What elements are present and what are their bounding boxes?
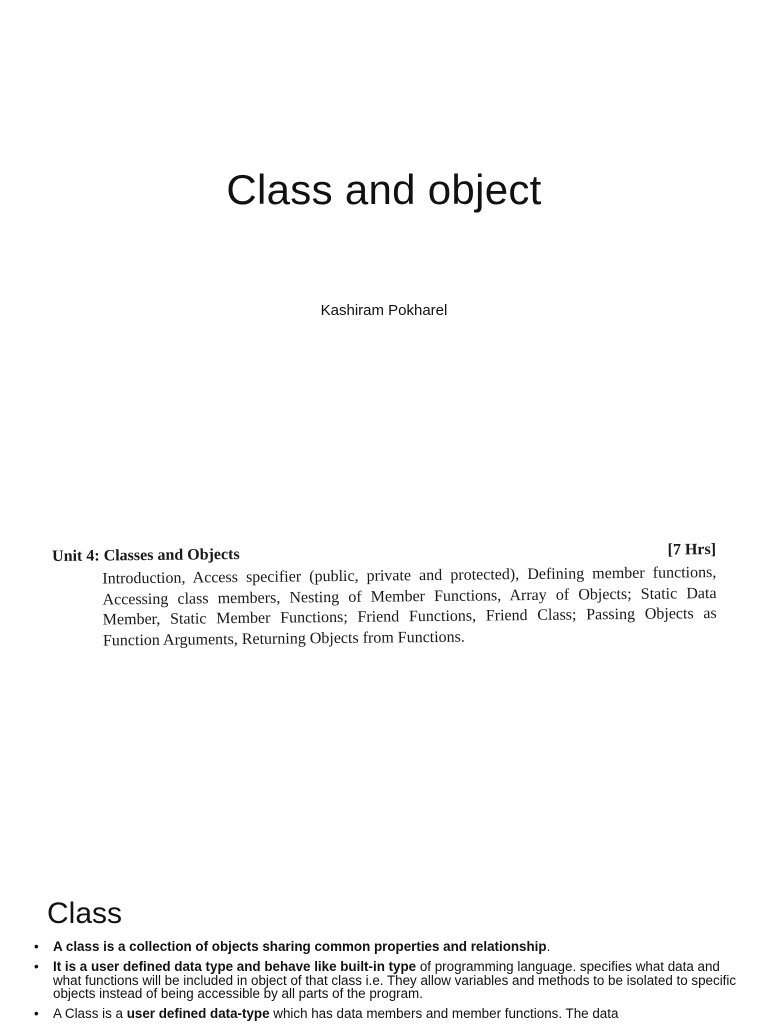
slide-author: Kashiram Pokharel: [320, 302, 448, 319]
bullet-icon: •: [34, 1006, 39, 1022]
bullet-text: A Class is a: [53, 1006, 127, 1022]
section-heading: Class: [47, 897, 123, 930]
syllabus-unit: Unit 4: Classes and Objects: [52, 546, 240, 565]
bullet-text: of programming language. specifies what data and what functions will be included in object of that class i.e. They allow variables and methods to be isolated to specific objects instead of being accessible by all parts of the program.: [53, 958, 737, 1002]
slide-title: Class and object: [226, 166, 542, 213]
bullet-icon: •: [34, 939, 39, 954]
syllabus-hours: [7 Hrs]: [667, 541, 717, 559]
bullet-bold-text: user defined data-type: [126, 1006, 270, 1022]
syllabus-topics: Introduction, Access specifier (public, private and protected), Defining member functions, Accessing class members, Nesting of Member Functions, Array of Objects; Static Data Member, Static Member Functions; Friend Functions, Friend Class; Passing Objects as Function Arguments, Returning Objects from Functions.: [102, 564, 717, 649]
bullet-bold-text: A class is a collection of objects sharing common properties and relationship: [53, 939, 547, 954]
bullet-list: [34, 940, 746, 1027]
bullet-item: [34, 940, 746, 954]
syllabus-scan: [52, 541, 717, 652]
bullet-bold-text: It is a user defined data type and behave like built-in type: [53, 958, 417, 974]
syllabus-header: [52, 541, 716, 566]
bullet-text: .: [546, 939, 551, 954]
bullet-icon: •: [34, 958, 39, 974]
bullet-item: [34, 1007, 746, 1021]
bullet-text: which has data members and member functions. The data: [269, 1006, 619, 1022]
bullet-item: [34, 960, 746, 1001]
